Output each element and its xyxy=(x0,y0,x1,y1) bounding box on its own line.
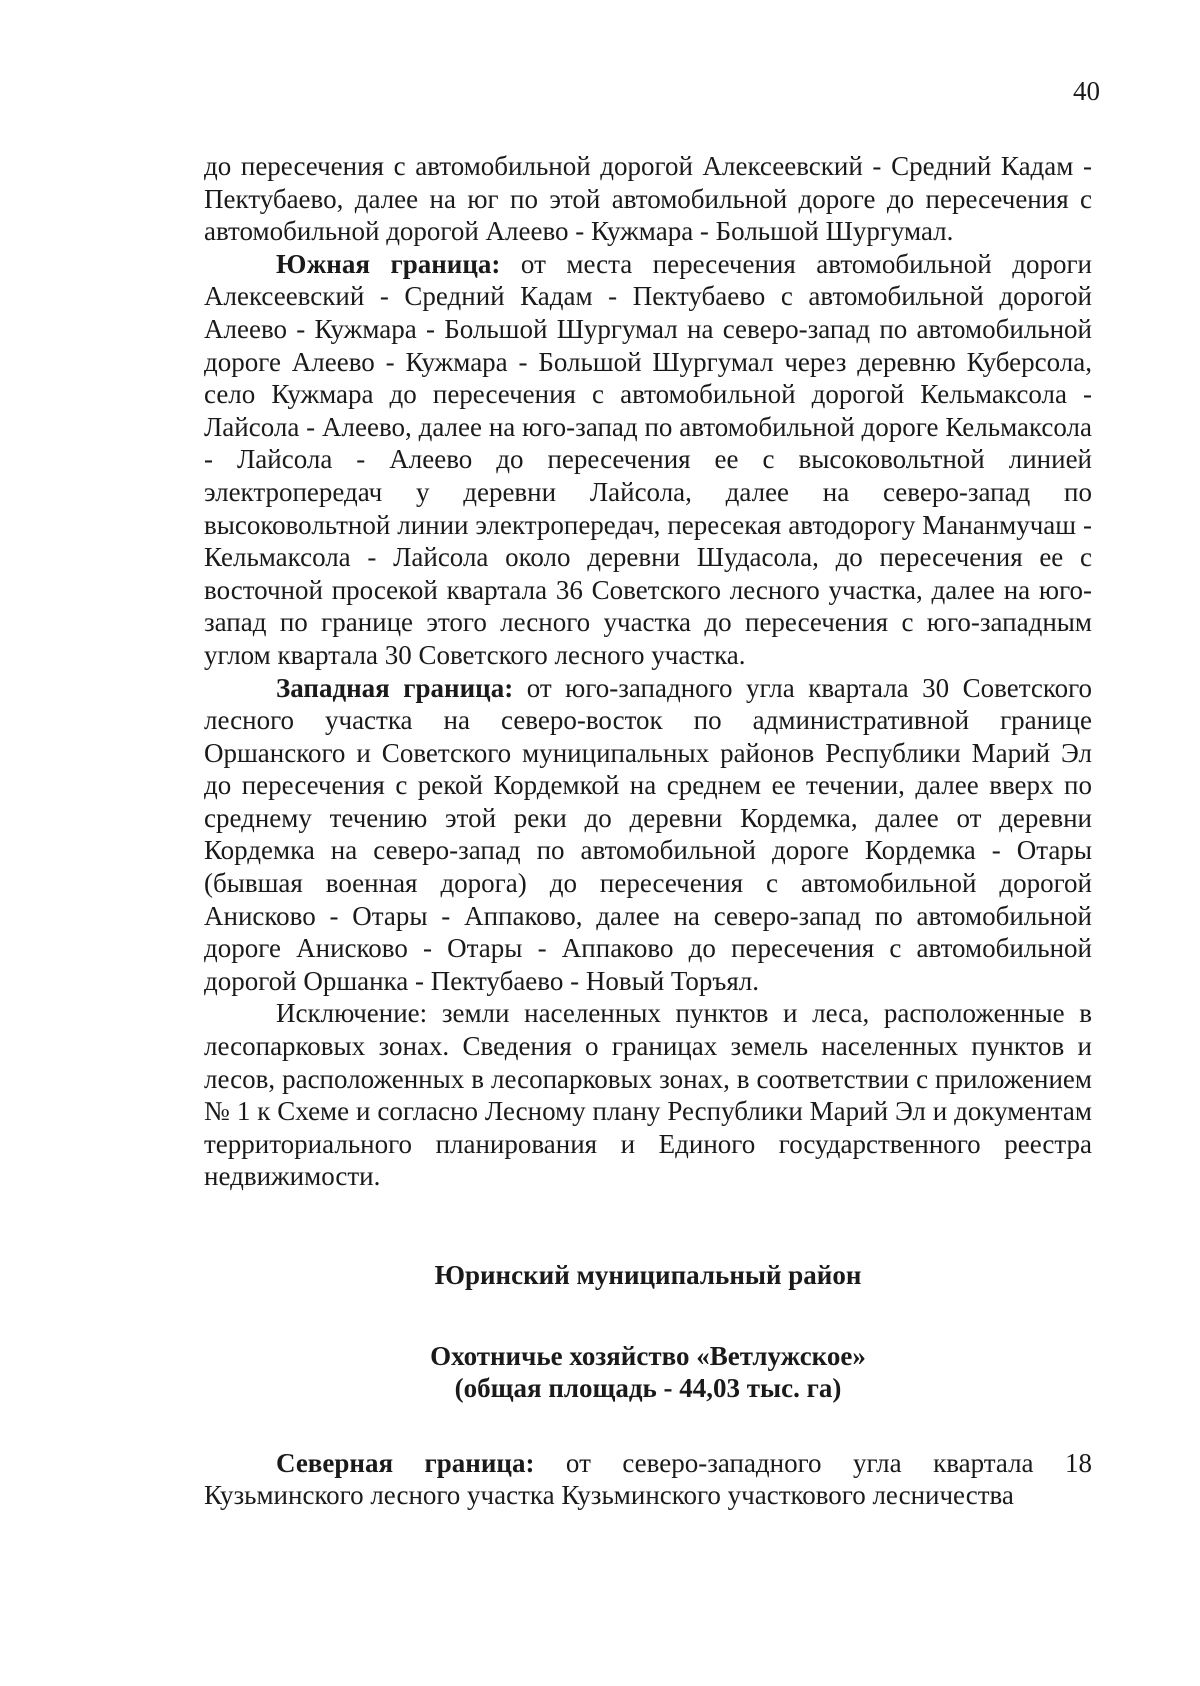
paragraph-exception: Исключение: земли населенных пунктов и леса, расположенные в лесопарковых зонах. Сведения о границах земель населенных пунктов и лесов, расположенных в лесопарковых зонах, в соответствии с приложением № 1 к Схеме и согласно Лесному плану Республики Марий Эл и документам территориального планирования и Единого государственного реестра недвижимости. xyxy=(204,998,1092,1192)
hunting-farm-title: Охотничье хозяйство «Ветлужское» xyxy=(430,1340,866,1371)
paragraph-west-border xyxy=(204,672,1092,998)
paragraph-north-border xyxy=(204,1447,1092,1512)
north-border-text: от северо-западного угла квартала 18 Кузьминского лесного участка Кузьминского участкового лесничества xyxy=(204,1447,1093,1511)
north-border-heading: Северная граница: xyxy=(276,1447,535,1478)
paragraph-south-border xyxy=(204,248,1092,672)
page-number: 40 xyxy=(1073,76,1100,106)
paragraph-continuation: до пересечения с автомобильной дорогой Алексеевский - Средний Кадам - Пектубаево, далее на юг по этой автомобильной дороге до пересечения с автомобильной дорогой Алеево - Кужмара - Большой Шургумал. xyxy=(204,151,1092,247)
district-title: Юринский муниципальный район xyxy=(434,1260,862,1290)
south-border-text: от места пересечения автомобильной дороги Алексеевский - Средний Кадам - Пектубаево с автомобильной дорогой Алеево - Кужмара - Большой Шургумал на северо-запад по автомобильной дороге Алеево - Кужмара - Большой Шургумал через деревню Куберсола, село Кужмара до пересечения с автомобильной дорогой Кельмаксола - Лайсола - Алеево, далее на юго-запад по автомобильной дороге Кельмаксола - Лайсола - Алеево до пересечения ее с высоковольтной линией электропередач у деревни Лайсола, далее на северо-запад по высоковольтной линии электропередач, пересекая автодорогу Мананмучаш - Кельмаксола - Лайсола около деревни Шудасола, до пересечения ее с восточной просекой квартала 36 Советского лесного участка, далее на юго-запад по границе этого лесного участка до пересечения с юго-западным углом квартала 30 Советского лесного участка. xyxy=(204,248,1092,670)
west-border-text: от юго-западного угла квартала 30 Советского лесного участка на северо-восток по административной границе Оршанского и Советского муниципальных районов Республики Марий Эл до пересечения с рекой Кордемкой на среднем ее течении, далее вверх по среднему течению этой реки до деревни Кордемка, далее от деревни Кордемка на северо-запад по автомобильной дороге Кордемка - Отары (бывшая военная дорога) до пересечения с автомобильной дорогой Аниcково - Отары - Аппаково, далее на северо-запад по автомобильной дороге Аниcково - Отары - Аппаково до пересечения с автомобильной дорогой Оршанка - Пектубаево - Новый Торъял. xyxy=(204,672,1092,996)
document-body xyxy=(204,150,1092,1512)
west-border-heading: Западная граница: xyxy=(276,672,514,703)
south-border-heading: Южная граница: xyxy=(276,248,501,279)
total-area-subtitle: (общая площадь - 44,03 тыс. га) xyxy=(454,1373,842,1404)
